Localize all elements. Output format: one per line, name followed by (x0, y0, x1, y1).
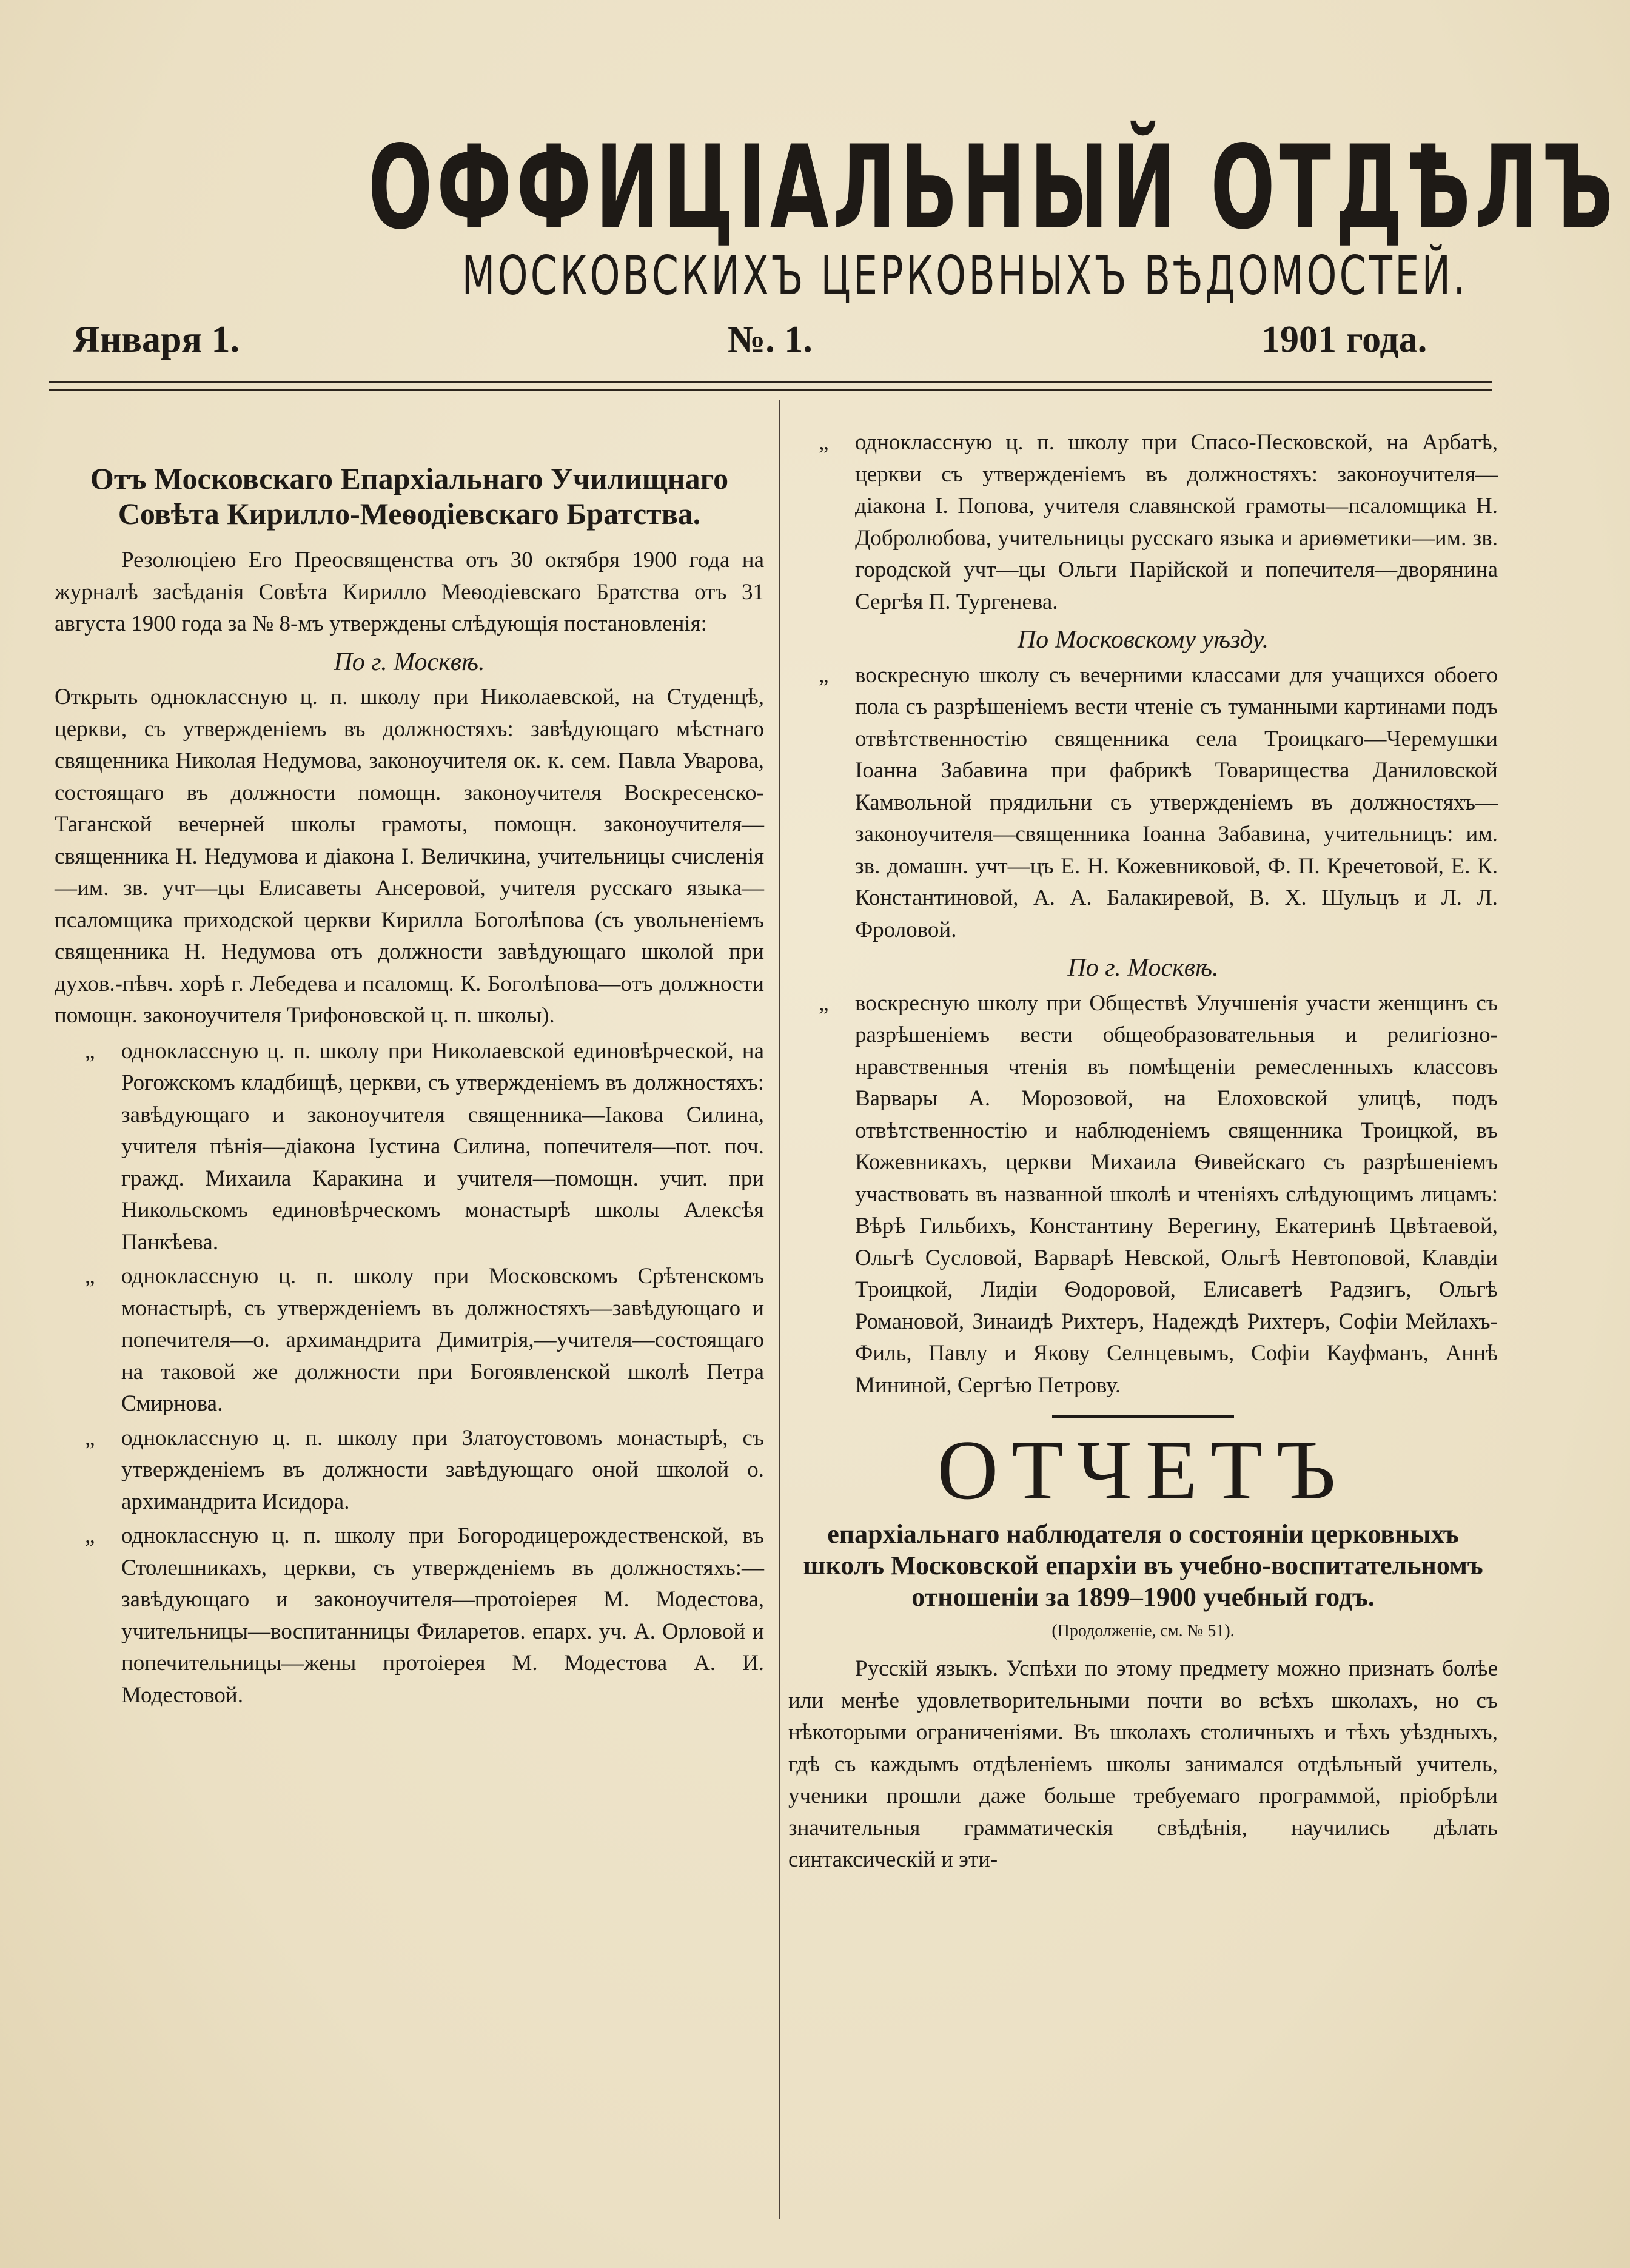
issue-year: 1901 года. (1261, 319, 1427, 360)
report-subtitle: епархіальнаго наблюдателя о состояніи церковныхъ школъ Московской епархіи въ учебно-воспитательномъ отношеніи за 1899–1900 учебный годъ. (803, 1519, 1483, 1612)
subheading-moscow: По г. Москвѣ. (1067, 954, 1219, 982)
masthead-divider (49, 381, 1492, 391)
resolution-intro: Резолюціею Его Преосвященства отъ 30 октября 1900 года на журналѣ засѣданія Совѣта Кирилло Меѳодіевскаго Братства отъ 31 августа 1900 года за № 8-мъ утверждены слѣдующія постановленія: (55, 548, 764, 636)
subheading-moscow-district: По Московскому уѣзду. (1017, 626, 1269, 654)
issue-date: Января 1. (73, 319, 240, 360)
report-title: ОТЧЕТЪ (937, 1423, 1349, 1517)
subheading-moscow: По г. Москвѣ. (334, 648, 485, 676)
entry-sunday-school (788, 988, 1498, 1402)
entry-open-school (55, 682, 764, 1032)
left-column (55, 449, 764, 2244)
ditto-mark: „ (85, 1523, 95, 1548)
entry-school (788, 427, 1498, 618)
entry-school (55, 1520, 764, 1711)
ditto-mark: „ (819, 430, 829, 455)
entry-text: Открыть одноклассную ц. п. школу при Николаевской, на Студенцѣ, церкви, съ утвержденіемъ въ должностяхъ: завѣдующаго мѣстнаго священника Николая Недумова, законоучителя ок. к. сем. Павла Уварова, состоящаго въ должности помощн. законоучителя Воскресенско-Таганской вечерней школы грамоты, помощн. законоучителя—священника Н. Недумова и діакона І. Величкина, учительницы счисленія—им. зв. учт—цы Елисаветы Ансеровой, учителя русскаго языка—псаломщика приходской церкви Кирилла Боголѣпова (съ увольненіемъ священника Н. Недумова отъ должности завѣдующаго школой при духов.-пѣвч. хорѣ г. Лебедева и псаломщ. К. Боголѣпова—отъ должности помощн. законоучителя Трифоновской ц. п. школы). (55, 685, 764, 1028)
masthead-title: ОФФИЦІАЛЬНЫЙ ОТДѢЛЪ (367, 121, 1617, 255)
entry-text: воскресную школу при Обществѣ Улучшенія участи женщинъ съ разрѣшеніемъ вести общеобразовательныя и религіозно-нравственныя чтенія въ помѣщеніи ремесленныхъ классовъ Варвары А. Морозовой, на Елоховской улицѣ, подъ отвѣтственностію и наблюденіемъ священника Троицкой, въ Кожевникахъ, церкви Михаила Ѳивейскаго съ разрѣшеніемъ участвовать въ названной школѣ и чтеніяхъ слѣдующимъ лицамъ: Вѣрѣ Гильбихъ, Константину Верегину, Екатеринѣ Цвѣтаевой, Ольгѣ Сусловой, Варварѣ Невской, Ольгѣ Невтоповой, Клавдіи Троицкой, Лидіи Ѳодоровой, Елисаветѣ Радзигъ, Ольгѣ Романовой, Зинаидѣ Рихтеръ, Надеждѣ Рихтеръ, Софіи Мейлахъ-Филь, Павлу и Якову Селнцевымъ, Софіи Кауфманъ, Аннѣ Мининой, Сергѣю Петрову. (855, 990, 1498, 1398)
ditto-mark: „ (85, 1038, 95, 1064)
entry-school (55, 1036, 764, 1259)
column-divider (779, 400, 780, 2219)
entry-text: одноклассную ц. п. школу при Богородицерождественской, въ Столешникахъ, церкви, съ утвержденіемъ въ должностяхъ:—завѣдующаго и законоучителя—протоіерея М. Модестова, учительницы—воспитанницы Филаретов. епарх. уч. А. Орловой и попечительницы—жены протоіерея М. Модестова А. И. Модестовой. (121, 1523, 764, 1708)
ditto-mark: „ (819, 990, 829, 1016)
entry-sunday-school (788, 660, 1498, 947)
ditto-mark: „ (85, 1264, 95, 1289)
entry-text: одноклассную ц. п. школу при Московскомъ Срѣтенскомъ монастырѣ, съ утвержденіемъ въ должностяхъ—завѣдующаго и попечителя—о. архимандрита Димитрія,—учителя—состоящаго на таковой же должности при Богоявленской школѣ Петра Смирнова. (121, 1264, 764, 1416)
ditto-mark: „ (819, 662, 829, 688)
right-column (788, 430, 1498, 2244)
entry-school (55, 1423, 764, 1518)
ditto-mark: „ (85, 1425, 95, 1451)
continuation-note: (Продолженіе, см. № 51). (1051, 1622, 1235, 1640)
entry-school (55, 1261, 764, 1420)
section-rule (1052, 1415, 1234, 1418)
entry-text: воскресную школу съ вечерними классами для учащихся обоего пола съ разрѣшеніемъ вести чтеніе съ туманными картинами подъ отвѣтственностію священника села Троицкаго—Черемушки Іоанна Забавина при фабрикѣ Товарищества Даниловской Камвольной прядильни съ утвержденіемъ въ должностяхъ—законоучителя—священника Іоанна Забавина, учительницъ: им. зв. домашн. учт—цъ Е. Н. Кожевниковой, Ф. П. Кречетовой, Е. К. Константиновой, А. А. Балакиревой, В. Х. Шульцъ и Л. Л. Фроловой. (855, 662, 1498, 942)
report-body: Русскій языкъ. Успѣхи по этому предмету можно признать болѣе или менѣе удовлетворительными почти во всѣхъ школахъ, но съ нѣкоторыми ограниченіями. Въ школахъ столичныхъ и тѣхъ уѣздныхъ, гдѣ съ каждымъ отдѣленіемъ школы занимался отдѣльный учитель, ученики прошли даже больше требуемаго программой, пріобрѣли значительныя грамматическія свѣдѣнія, научились дѣлать синтаксическій и эти- (788, 1656, 1498, 1872)
entry-text: одноклассную ц. п. школу при Николаевской единовѣрческой, на Рогожскомъ кладбищѣ, церкви, съ утвержденіемъ въ должностяхъ: завѣдующаго и законоучителя священника—Іакова Силина, учителя пѣнія—діакона Іустина Силина, попечителя—пот. поч. гражд. Михаила Каракина и учителя—помощн. учит. при Никольскомъ единовѣрческомъ монастырѣ школы Алексѣя Панкѣева. (121, 1038, 764, 1255)
section-heading: Отъ Московскаго Епархіальнаго Училищнаго Совѣта Кирилло-Меѳодіевскаго Братства. (90, 461, 729, 531)
issue-number: №. 1. (728, 319, 813, 360)
entry-text: одноклассную ц. п. школу при Спасо-Песковской, на Арбатѣ, церкви съ утвержденіемъ въ должностяхъ: законоучителя—діакона І. Попова, учителя славянской грамоты—псаломщика Н. Добролюбова, учительницы русскаго языка и ариѳметики—им. зв. городской учт—цы Ольги Парійской и попечителя—дворянина Сергѣя П. Тургенева. (855, 430, 1498, 614)
entry-text: одноклассную ц. п. школу при Златоустовомъ монастырѣ, съ утвержденіемъ въ должности завѣдующаго оной школой о. архимандрита Исидора. (121, 1425, 764, 1514)
masthead-subtitle: МОСКОВСКИХЪ ЦЕРКОВНЫХЪ ВѢДОМОСТЕЙ. (461, 244, 1468, 307)
